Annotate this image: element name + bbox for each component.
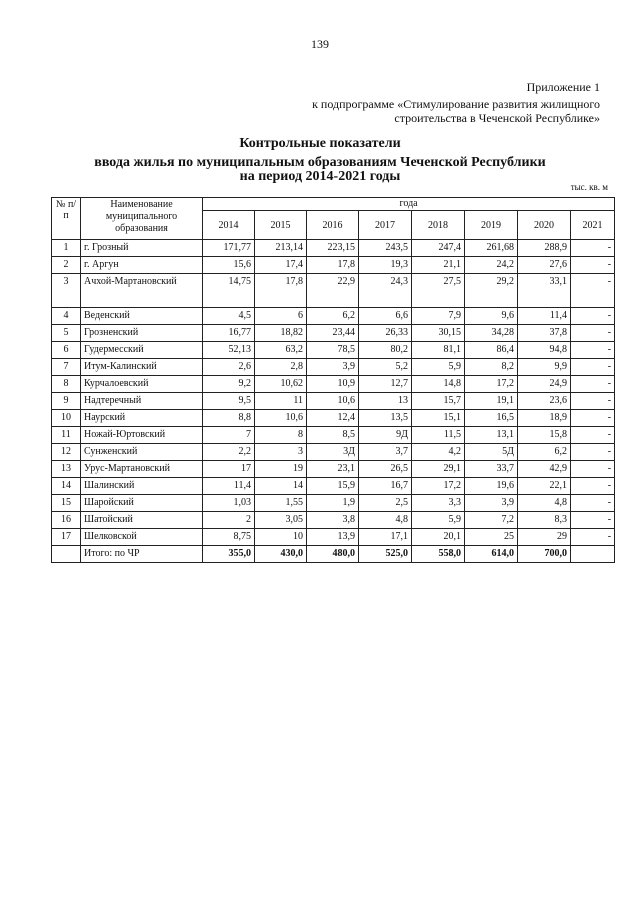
page-number: 139 (311, 37, 329, 51)
total-row (52, 546, 615, 563)
value-cell: 7,9 (412, 308, 465, 325)
value-cell: 27,5 (412, 274, 465, 308)
value-cell: 81,1 (412, 342, 465, 359)
value-cell: 15,8 (518, 427, 571, 444)
value-cell: 223,15 (307, 240, 359, 257)
value-cell: 8,3 (518, 512, 571, 529)
value-cell: 33,1 (518, 274, 571, 308)
value-cell: 4,8 (359, 512, 412, 529)
value-cell: 19,6 (465, 478, 518, 495)
value-cell: 9,9 (518, 359, 571, 376)
value-cell: 4,8 (518, 495, 571, 512)
table-row (52, 410, 615, 427)
value-cell: 17,8 (255, 274, 307, 308)
value-cell: - (571, 325, 615, 342)
subprogram-line-2: строительства в Чеченской Республике» (394, 111, 600, 125)
value-cell: 11 (255, 393, 307, 410)
appendix-label: Приложение 1 (526, 80, 600, 94)
value-cell: 16,5 (465, 410, 518, 427)
value-cell: - (571, 410, 615, 427)
value-cell: 17 (203, 461, 255, 478)
value-cell: 14 (255, 478, 307, 495)
value-cell: - (571, 376, 615, 393)
value-cell: 2,6 (203, 359, 255, 376)
municipality-name: г. Грозный (81, 240, 203, 257)
value-cell: 17,8 (307, 257, 359, 274)
total-value-cell: 558,0 (412, 546, 465, 563)
value-cell: - (571, 393, 615, 410)
units-label: тыс. кв. м (570, 182, 608, 192)
value-cell: 8 (255, 427, 307, 444)
value-cell: - (571, 427, 615, 444)
value-cell: 9,2 (203, 376, 255, 393)
value-cell: 3,3 (412, 495, 465, 512)
value-cell: - (571, 444, 615, 461)
value-cell: 10,6 (307, 393, 359, 410)
value-cell: 15,1 (412, 410, 465, 427)
subtitle-line-2: на период 2014-2021 годы (239, 169, 401, 184)
row-number: 5 (52, 325, 81, 342)
value-cell: 8,8 (203, 410, 255, 427)
subprogram-reference (260, 97, 600, 125)
value-cell: 13 (359, 393, 412, 410)
value-cell: 9,5 (203, 393, 255, 410)
value-cell: 5,9 (412, 512, 465, 529)
municipality-name: Сунженский (81, 444, 203, 461)
value-cell: 3 (255, 444, 307, 461)
value-cell: 2,5 (359, 495, 412, 512)
row-number: 2 (52, 257, 81, 274)
value-cell: 2,8 (255, 359, 307, 376)
value-cell: 21,1 (412, 257, 465, 274)
value-cell: 213,14 (255, 240, 307, 257)
total-value-cell (571, 546, 615, 563)
value-cell: - (571, 478, 615, 495)
value-cell: 8,75 (203, 529, 255, 546)
municipality-name: Грозненский (81, 325, 203, 342)
value-cell: 18,9 (518, 410, 571, 427)
municipality-name: г. Аргун (81, 257, 203, 274)
value-cell: - (571, 461, 615, 478)
total-value-cell: 430,0 (255, 546, 307, 563)
value-cell: 15,9 (307, 478, 359, 495)
value-cell: 6,2 (518, 444, 571, 461)
table-row (52, 359, 615, 376)
value-cell: 17,2 (465, 376, 518, 393)
table-row (52, 478, 615, 495)
table-row (52, 461, 615, 478)
value-cell: 6 (255, 308, 307, 325)
subprogram-line-1: к подпрограмме «Стимулирование развития жилищного (312, 97, 600, 111)
row-number: 17 (52, 529, 81, 546)
value-cell: 4,2 (412, 444, 465, 461)
value-cell: 1,55 (255, 495, 307, 512)
value-cell: 15,7 (412, 393, 465, 410)
value-cell: 19,3 (359, 257, 412, 274)
value-cell: 1,9 (307, 495, 359, 512)
value-cell: 5Д (465, 444, 518, 461)
total-value-cell: 525,0 (359, 546, 412, 563)
value-cell: 3Д (307, 444, 359, 461)
value-cell: 2,2 (203, 444, 255, 461)
value-cell: 247,4 (412, 240, 465, 257)
municipality-name: Ножай-Юртовский (81, 427, 203, 444)
value-cell: 9,6 (465, 308, 518, 325)
table-row (52, 512, 615, 529)
table-row (52, 427, 615, 444)
municipality-name: Гудермесский (81, 342, 203, 359)
value-cell: 13,1 (465, 427, 518, 444)
table-row (52, 240, 615, 257)
value-cell: 18,82 (255, 325, 307, 342)
value-cell: 63,2 (255, 342, 307, 359)
value-cell: 3,7 (359, 444, 412, 461)
table-row (52, 444, 615, 461)
value-cell: 29,1 (412, 461, 465, 478)
value-cell: 26,33 (359, 325, 412, 342)
row-number: 12 (52, 444, 81, 461)
value-cell: 27,6 (518, 257, 571, 274)
row-number: 14 (52, 478, 81, 495)
value-cell: 3,8 (307, 512, 359, 529)
year-header: 2021 (571, 211, 615, 240)
value-cell: 11,5 (412, 427, 465, 444)
value-cell: 24,2 (465, 257, 518, 274)
value-cell: 11,4 (518, 308, 571, 325)
value-cell: 6,6 (359, 308, 412, 325)
value-cell: 3,9 (465, 495, 518, 512)
municipality-name: Шалинский (81, 478, 203, 495)
table-row (52, 376, 615, 393)
municipality-name: Веденский (81, 308, 203, 325)
value-cell: 288,9 (518, 240, 571, 257)
total-label: Итого: по ЧР (81, 546, 203, 563)
row-number: 6 (52, 342, 81, 359)
row-number: 16 (52, 512, 81, 529)
row-number: 11 (52, 427, 81, 444)
column-header-years-group: года (203, 198, 615, 211)
value-cell: 22,9 (307, 274, 359, 308)
value-cell: 86,4 (465, 342, 518, 359)
year-header: 2016 (307, 211, 359, 240)
municipality-name: Шаройский (81, 495, 203, 512)
row-number: 3 (52, 274, 81, 308)
value-cell: 42,9 (518, 461, 571, 478)
value-cell: 37,8 (518, 325, 571, 342)
document-subtitle (0, 156, 640, 184)
municipality-name: Курчалоевский (81, 376, 203, 393)
value-cell: - (571, 495, 615, 512)
value-cell: 15,6 (203, 257, 255, 274)
row-number: 4 (52, 308, 81, 325)
table-row (52, 257, 615, 274)
value-cell: 7,2 (465, 512, 518, 529)
value-cell: 17,4 (255, 257, 307, 274)
table-row (52, 342, 615, 359)
value-cell: 10,9 (307, 376, 359, 393)
row-number: 9 (52, 393, 81, 410)
value-cell: 17,1 (359, 529, 412, 546)
column-header-name: Наименование муниципального образования (81, 198, 203, 240)
row-number: 13 (52, 461, 81, 478)
year-header: 2015 (255, 211, 307, 240)
total-value-cell: 480,0 (307, 546, 359, 563)
value-cell: 5,2 (359, 359, 412, 376)
subtitle-line-1: ввода жилья по муниципальным образованиям Чеченской Республики (94, 155, 546, 170)
value-cell: 11,4 (203, 478, 255, 495)
value-cell: - (571, 257, 615, 274)
value-cell: 22,1 (518, 478, 571, 495)
value-cell: 171,77 (203, 240, 255, 257)
value-cell: 23,1 (307, 461, 359, 478)
year-header: 2014 (203, 211, 255, 240)
value-cell: 33,7 (465, 461, 518, 478)
municipality-name: Шатойский (81, 512, 203, 529)
value-cell: 26,5 (359, 461, 412, 478)
row-number (52, 546, 81, 563)
municipality-name: Шелковской (81, 529, 203, 546)
value-cell: 16,7 (359, 478, 412, 495)
value-cell: 4,5 (203, 308, 255, 325)
value-cell: 12,7 (359, 376, 412, 393)
row-number: 1 (52, 240, 81, 257)
table-row (52, 308, 615, 325)
row-number: 8 (52, 376, 81, 393)
table-row (52, 325, 615, 342)
value-cell: 78,5 (307, 342, 359, 359)
value-cell: 16,77 (203, 325, 255, 342)
value-cell: 10,62 (255, 376, 307, 393)
value-cell: 94,8 (518, 342, 571, 359)
value-cell: 14,75 (203, 274, 255, 308)
value-cell: 29,2 (465, 274, 518, 308)
municipality-name: Наурский (81, 410, 203, 427)
value-cell: - (571, 274, 615, 308)
value-cell: 80,2 (359, 342, 412, 359)
year-header: 2018 (412, 211, 465, 240)
table-row (52, 495, 615, 512)
value-cell: 3,9 (307, 359, 359, 376)
document-title: Контрольные показатели (239, 136, 401, 151)
value-cell: 6,2 (307, 308, 359, 325)
value-cell: - (571, 529, 615, 546)
value-cell: - (571, 308, 615, 325)
value-cell: 10 (255, 529, 307, 546)
value-cell: 13,9 (307, 529, 359, 546)
value-cell: - (571, 240, 615, 257)
value-cell: 29 (518, 529, 571, 546)
value-cell: 34,28 (465, 325, 518, 342)
table-row (52, 274, 615, 308)
value-cell: 24,9 (518, 376, 571, 393)
table-row (52, 393, 615, 410)
value-cell: 23,6 (518, 393, 571, 410)
value-cell: - (571, 512, 615, 529)
year-header: 2017 (359, 211, 412, 240)
value-cell: 30,15 (412, 325, 465, 342)
value-cell: 17,2 (412, 478, 465, 495)
value-cell: 19 (255, 461, 307, 478)
value-cell: 24,3 (359, 274, 412, 308)
value-cell: 2 (203, 512, 255, 529)
row-number: 10 (52, 410, 81, 427)
value-cell: 14,8 (412, 376, 465, 393)
value-cell: 10,6 (255, 410, 307, 427)
value-cell: 8,2 (465, 359, 518, 376)
value-cell: 20,1 (412, 529, 465, 546)
total-value-cell: 700,0 (518, 546, 571, 563)
municipality-name: Итум-Калинский (81, 359, 203, 376)
value-cell: - (571, 359, 615, 376)
value-cell: 52,13 (203, 342, 255, 359)
value-cell: 243,5 (359, 240, 412, 257)
municipality-name: Урус-Мартановский (81, 461, 203, 478)
row-number: 7 (52, 359, 81, 376)
value-cell: 23,44 (307, 325, 359, 342)
value-cell: - (571, 342, 615, 359)
value-cell: 19,1 (465, 393, 518, 410)
year-header: 2019 (465, 211, 518, 240)
value-cell: 5,9 (412, 359, 465, 376)
municipality-name: Ачхой-Мартановский (81, 274, 203, 308)
value-cell: 1,03 (203, 495, 255, 512)
value-cell: 261,68 (465, 240, 518, 257)
row-number: 15 (52, 495, 81, 512)
value-cell: 13,5 (359, 410, 412, 427)
value-cell: 3,05 (255, 512, 307, 529)
value-cell: 7 (203, 427, 255, 444)
housing-indicators-table (51, 197, 615, 563)
column-header-number: № п/п (52, 198, 81, 240)
year-header: 2020 (518, 211, 571, 240)
value-cell: 12,4 (307, 410, 359, 427)
value-cell: 8,5 (307, 427, 359, 444)
municipality-name: Надтеречный (81, 393, 203, 410)
table-row (52, 529, 615, 546)
value-cell: 25 (465, 529, 518, 546)
total-value-cell: 355,0 (203, 546, 255, 563)
value-cell: 9Д (359, 427, 412, 444)
total-value-cell: 614,0 (465, 546, 518, 563)
